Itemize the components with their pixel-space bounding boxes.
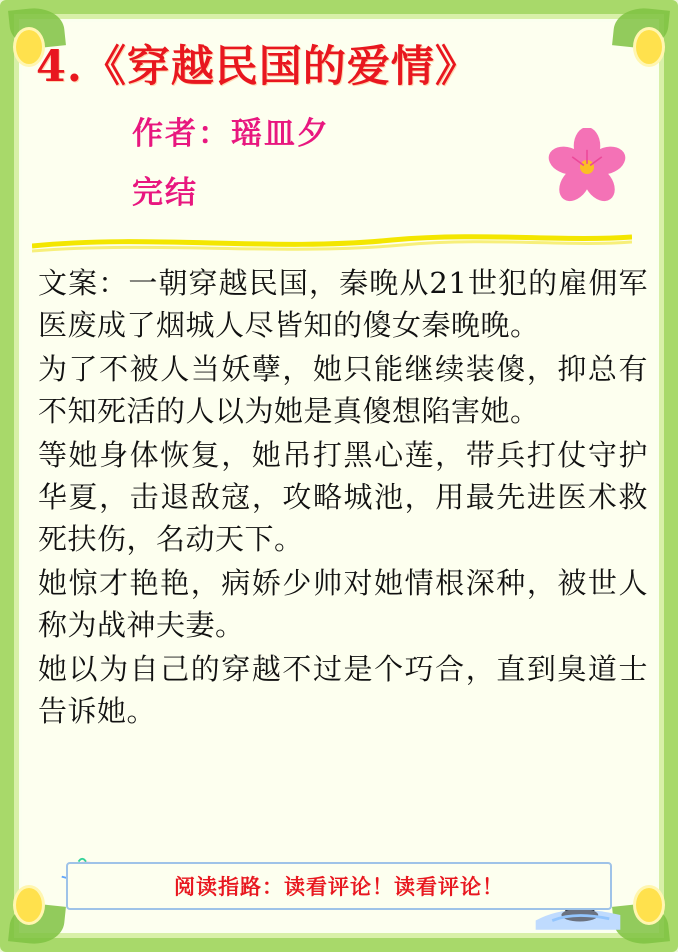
- status-badge: 完结: [132, 174, 198, 211]
- flower-icon: [548, 128, 626, 206]
- synopsis-paragraph: 为了不被人当妖孽，她只能继续装傻，抑总有不知死活的人以为她是真傻想陷害她。: [38, 352, 648, 429]
- page-title: 4.《穿越民国的爱情》: [36, 42, 479, 92]
- dot-icon-bottom-right: [636, 888, 662, 922]
- reading-guide-box[interactable]: [66, 862, 612, 910]
- synopsis-body: [38, 262, 648, 735]
- synopsis-paragraph: 她惊才艳艳，病娇少帅对她情根深种，被世人称为战神夫妻。: [38, 566, 648, 643]
- dot-icon-bottom-left: [16, 888, 42, 922]
- synopsis-paragraph: 文案：一朝穿越民国，秦晚从21世犯的雇佣军医废成了烟城人尽皆知的傻女秦晚晚。: [38, 266, 648, 343]
- synopsis-paragraph: 等她身体恢复，她吊打黑心莲，带兵打仗守护华夏，击退敌寇，攻略城池，用最先进医术救死扶伤，名动天下。: [38, 438, 648, 557]
- synopsis-paragraph: 她以为自己的穿越不过是个巧合，直到臭道士告诉她。: [38, 652, 648, 729]
- author-label: 作者：瑶皿夕: [132, 115, 330, 152]
- wave-divider: [32, 232, 632, 254]
- reading-guide-text: 阅读指路：读看评论！读看评论！: [174, 874, 504, 899]
